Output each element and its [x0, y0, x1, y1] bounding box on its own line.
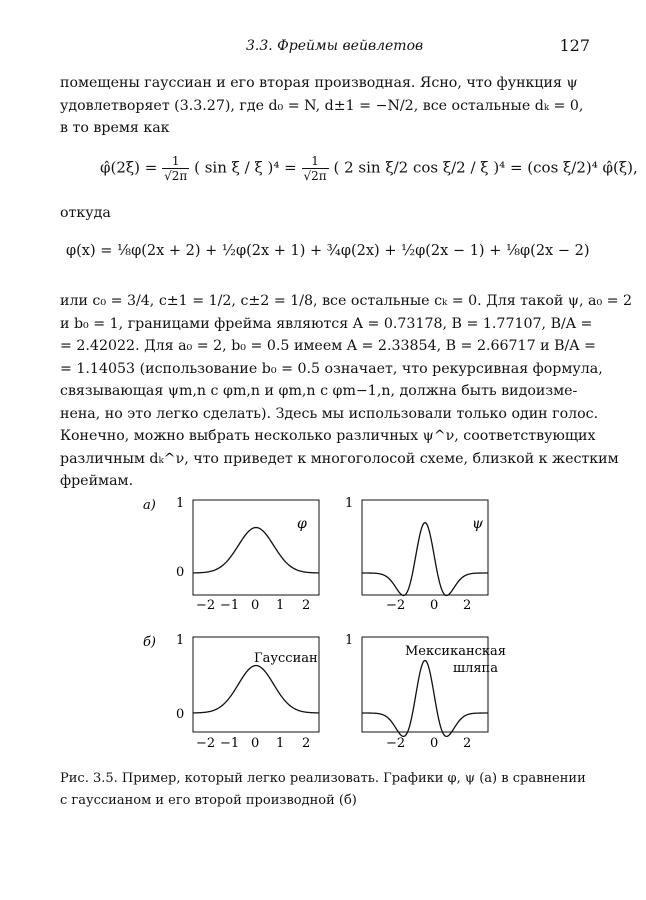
equation-refinement: φ(x) = ⅛φ(2x + 2) + ½φ(2x + 1) + ¾φ(2x) + ½φ(2x − 1) + ⅛φ(2x − 2)	[66, 243, 590, 259]
row-label-a: а)	[143, 498, 156, 513]
text-line: и b₀ = 1, границами фрейма являются A = 0.73178, B = 1.77107, B/A =	[60, 315, 593, 332]
eq-lhs: φ̂(2ξ) =	[100, 158, 158, 177]
caption-line: Рис. 3.5. Пример, который легко реализовать. Графики φ, ψ (а) в сравнении	[60, 771, 586, 786]
text-line: Конечно, можно выбрать несколько различных ψ^ν, соответствующих	[60, 428, 596, 444]
label-gaussian: Гауссиан	[254, 651, 318, 666]
figure-caption	[60, 768, 590, 812]
curve-phi	[193, 528, 319, 573]
label-mexican-hat-2: шляпа	[453, 661, 498, 676]
text-line: = 1.14053 (использование b₀ = 0.5 означает, что рекурсивная формула,	[60, 360, 603, 377]
figure-3-5	[0, 485, 646, 755]
y-tick-1: 1	[345, 496, 354, 511]
x-tick: −2	[386, 598, 406, 613]
page-number: 127	[559, 36, 590, 55]
text-line: или c₀ = 3/4, c±1 = 1/2, c±2 = 1/8, все остальные cₖ = 0. Для такой ψ, a₀ = 2	[60, 293, 633, 309]
x-tick: 2	[302, 598, 311, 613]
fraction: $\frac{1}{√2\pi}$	[303, 154, 327, 183]
eq-part: ( 2 sin ξ/2 cos ξ/2 / ξ )⁴ = (cos ξ/2)⁴ φ̂(ξ),	[333, 158, 638, 177]
x-tick: 1	[276, 736, 285, 751]
text-line: удовлетворяет (3.3.27), где d₀ = N, d±1 = −N/2, все остальные dₖ = 0,	[60, 97, 584, 114]
x-tick: 2	[302, 736, 311, 751]
label-mexican-hat-1: Мексиканская	[405, 644, 506, 659]
text-line: связывающая ψm,n с φm,n и φm,n с φm−1,n, должна быть видоизме-	[60, 383, 578, 399]
curve-psi	[362, 523, 488, 596]
text-line: в то время как	[60, 120, 170, 136]
fraction: $\frac{1}{√2\pi}$	[164, 154, 188, 183]
y-tick-1: 1	[345, 633, 354, 648]
y-tick-0: 0	[176, 565, 185, 580]
x-tick: 0	[430, 598, 439, 613]
x-tick: 2	[463, 598, 472, 613]
x-tick: 0	[430, 736, 439, 751]
x-tick: 1	[276, 598, 285, 613]
x-tick: −2	[386, 736, 406, 751]
panel-psi	[362, 500, 488, 595]
y-tick-0: 0	[176, 707, 185, 722]
y-tick-1: 1	[176, 633, 185, 648]
text-line: фреймам.	[60, 473, 134, 489]
x-tick: −1	[220, 598, 240, 613]
curve-gaussian	[193, 666, 319, 713]
caption-line: с гауссианом и его второй производной (б)	[60, 793, 357, 808]
word-otkuda: откуда	[60, 205, 111, 221]
equation-fourier	[100, 154, 638, 183]
x-tick: −2	[196, 598, 216, 613]
x-tick: −2	[196, 736, 216, 751]
x-tick: −1	[220, 736, 240, 751]
row-label-b: б)	[143, 635, 157, 650]
label-phi: φ	[297, 516, 307, 532]
paragraph-2	[60, 290, 633, 493]
text-line: = 2.42022. Для a₀ = 2, b₀ = 0.5 имеем A = 2.33854, B = 2.66717 и B/A =	[60, 338, 596, 354]
text-line: нена, но это легко сделать). Здесь мы использовали только один голос.	[60, 405, 599, 422]
text-line: различным dₖ^ν, что приведет к многоголосой схеме, близкой к жестким	[60, 450, 619, 467]
section-title: 3.3. Фреймы вейвлетов	[246, 38, 424, 54]
x-tick: 0	[251, 598, 260, 613]
paragraph-1	[60, 72, 588, 140]
eq-part: ( sin ξ / ξ )⁴ =	[194, 158, 297, 177]
x-tick: 0	[251, 736, 260, 751]
text-line: помещены гауссиан и его вторая производная. Ясно, что функция ψ	[60, 75, 578, 91]
label-psi: ψ	[472, 516, 483, 532]
y-tick-1: 1	[176, 496, 185, 511]
panel-phi	[193, 500, 319, 595]
x-tick: 2	[463, 736, 472, 751]
